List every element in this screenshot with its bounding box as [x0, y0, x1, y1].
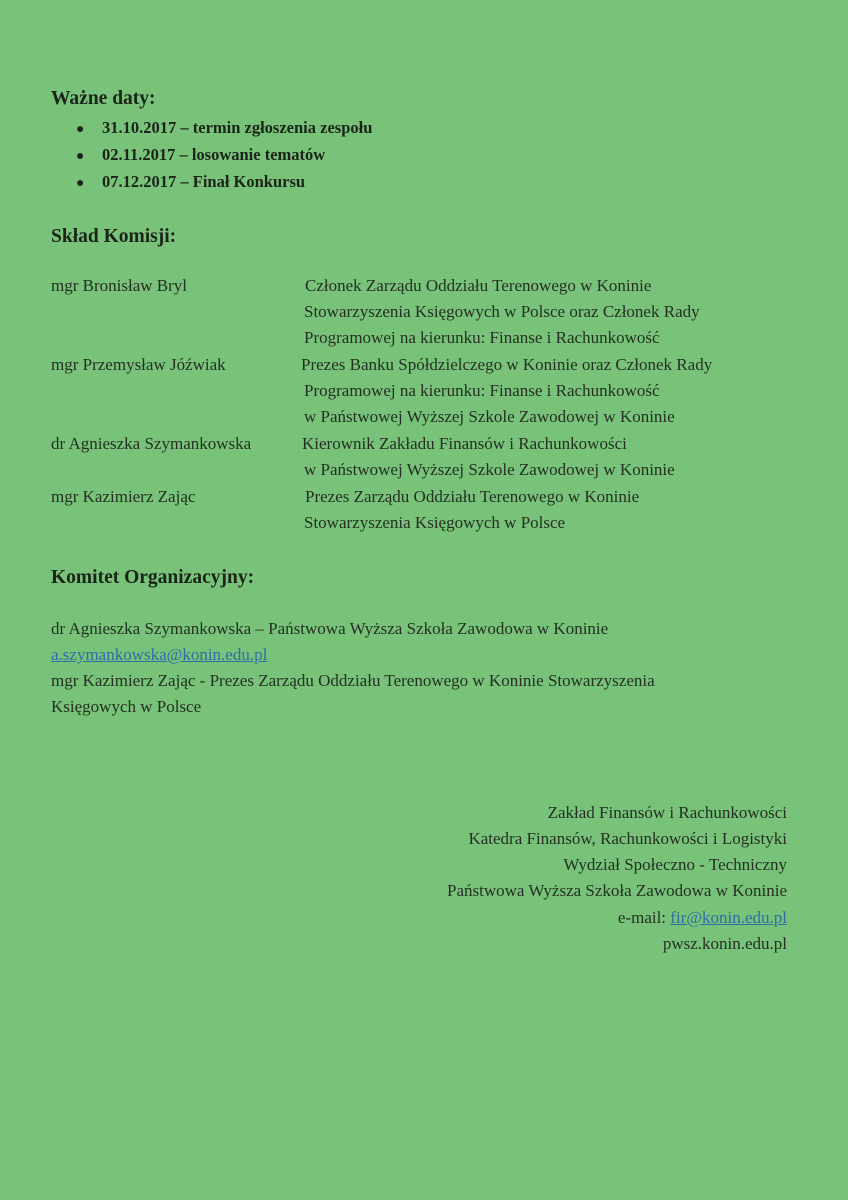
organizer-line: mgr Kazimierz Zając - Prezes Zarządu Oddziału Terenowego w Koninie Stowarzyszenia	[51, 671, 655, 690]
footer-department: Zakład Finansów i Rachunkowości	[547, 803, 787, 822]
member-role-line: Programowej na kierunku: Finanse i Rachunkowość	[304, 381, 660, 400]
committee-heading: Skład Komisji:	[51, 226, 177, 247]
member-name: mgr Bronisław Bryl	[51, 276, 187, 295]
footer-faculty: Wydział Społeczno - Techniczny	[563, 855, 787, 874]
member-role-line: Prezes Zarządu Oddziału Terenowego w Koninie	[305, 487, 640, 506]
dates-list	[76, 114, 372, 195]
member-name: mgr Kazimierz Zając	[51, 487, 196, 506]
footer-email	[618, 905, 787, 931]
date-item: ● 02.11.2017 – losowanie tematów	[76, 141, 372, 168]
member-role-line: Stowarzyszenia Księgowych w Polsce oraz Członek Rady	[304, 302, 700, 321]
footer-university: Państwowa Wyższa Szkoła Zawodowa w Koninie	[447, 881, 787, 900]
bullet-icon: ●	[76, 122, 85, 137]
member-role-line: Prezes Banku Spółdzielczego w Koninie oraz Członek Rady	[301, 355, 713, 374]
footer-website: pwsz.konin.edu.pl	[662, 934, 787, 953]
organizing-heading: Komitet Organizacyjny:	[51, 567, 255, 588]
member-role-line: Stowarzyszenia Księgowych w Polsce	[304, 513, 566, 532]
member-role-line: w Państwowej Wyższej Szkole Zawodowej w Koninie	[304, 460, 675, 479]
organizer-line: dr Agnieszka Szymankowska – Państwowa Wyższa Szkoła Zawodowa w Koninie	[51, 619, 609, 638]
bullet-icon: ●	[76, 149, 85, 164]
member-role-line: Programowej na kierunku: Finanse i Rachunkowość	[304, 328, 660, 347]
footer-email-label: e-mail:	[617, 908, 671, 927]
member-name: dr Agnieszka Szymankowska	[51, 434, 252, 453]
member-role-line: Członek Zarządu Oddziału Terenowego w Koninie	[305, 276, 652, 295]
dates-heading: Ważne daty:	[51, 88, 156, 109]
footer-email-link[interactable]: fir@konin.edu.pl	[670, 908, 787, 927]
organizer-email-link[interactable]: a.szymankowska@konin.edu.pl	[51, 645, 268, 664]
date-item: ● 07.12.2017 – Finał Konkursu	[76, 168, 372, 195]
bullet-icon: ●	[76, 176, 85, 191]
organizer-line: Księgowych w Polsce	[51, 697, 202, 716]
member-role-line: w Państwowej Wyższej Szkole Zawodowej w Koninie	[304, 407, 675, 426]
member-role-line: Kierownik Zakładu Finansów i Rachunkowości	[302, 434, 627, 453]
date-item: ● 31.10.2017 – termin zgłoszenia zespołu	[76, 114, 372, 141]
footer-chair: Katedra Finansów, Rachunkowości i Logistyki	[468, 829, 787, 848]
member-name: mgr Przemysław Jóźwiak	[51, 355, 226, 374]
